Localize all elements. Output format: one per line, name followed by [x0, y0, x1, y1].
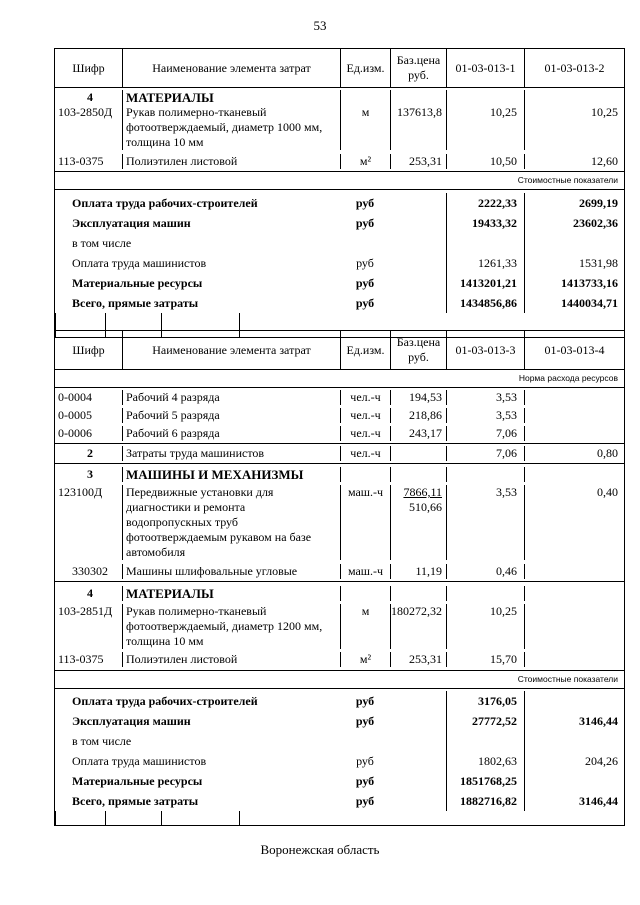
row-code: 103-2851Д: [58, 604, 113, 618]
summary-value-2: 23602,36: [524, 213, 624, 233]
row-code: 0-0004: [58, 390, 92, 404]
footer-region: Воронежская область: [260, 842, 380, 857]
row-value-1: 10,25: [446, 604, 524, 649]
row-unit: чел.-ч: [340, 446, 390, 461]
section-number: 3: [87, 467, 93, 481]
row-price: 194,53: [390, 390, 446, 405]
header-price: Баз.цена руб.: [390, 49, 446, 87]
summary-value-1: 1261,33: [446, 253, 524, 273]
row-code: 113-0375: [58, 154, 104, 168]
summary-unit: руб: [355, 774, 375, 788]
row-name: Передвижные установки для диагностики и ремонта водопропускных труб фотоотверждаемым рукавом на базе автомобиля: [122, 485, 340, 560]
row-name: Полиэтилен листовой: [122, 652, 340, 667]
summary-label: Всего, прямые затраты: [72, 296, 199, 310]
row-price: [390, 446, 446, 461]
summary-row: [55, 213, 624, 233]
row-code: 0-0006: [58, 426, 92, 440]
summary-label: Оплата труда рабочих-строителей: [72, 694, 258, 708]
row-value-1: 15,70: [446, 652, 524, 667]
row-code: 330302: [72, 564, 108, 578]
summary-label: Оплата труда машинистов: [72, 754, 207, 768]
header-col-3: 01-03-013-3: [446, 331, 524, 369]
section-row: [55, 463, 624, 482]
row-value-2: [524, 652, 624, 667]
header-unit: Ед.изм.: [340, 49, 390, 87]
workers-block: [55, 387, 624, 443]
section-number: 4: [87, 586, 93, 600]
cost-table-2: [54, 330, 625, 826]
summary-value-2: 1440034,71: [524, 293, 624, 313]
summary-row: [55, 751, 624, 771]
section-title: МАТЕРИАЛЫ: [122, 586, 340, 601]
cost-table-1: [54, 48, 625, 338]
summary-value-1: 19433,32: [446, 213, 524, 233]
summary-block: [55, 688, 624, 825]
header-col-2: 01-03-013-2: [524, 49, 624, 87]
row-code: 0-0005: [58, 408, 92, 422]
summary-unit: руб: [355, 196, 375, 210]
row-value-1: 10,25: [446, 105, 524, 150]
cost-indicators-label: Стоимостные показатели: [55, 171, 624, 189]
summary-label: Материальные ресурсы: [72, 774, 203, 788]
summary-value-2: 3146,44: [524, 711, 624, 731]
summary-label: Эксплуатация машин: [72, 714, 191, 728]
row-value-1: 10,50: [446, 154, 524, 169]
row-unit: м: [340, 604, 390, 649]
row-unit: м: [340, 105, 390, 150]
summary-row: [55, 273, 624, 293]
summary-row: [55, 791, 624, 811]
section-row: [55, 581, 624, 601]
table-row: [55, 151, 624, 171]
summary-unit: руб: [356, 754, 374, 768]
summary-label: в том числе: [72, 734, 132, 748]
row-value-1: 7,06: [446, 426, 524, 441]
summary-row: [55, 691, 624, 711]
section-number: 4: [87, 90, 93, 104]
section-row: [55, 87, 624, 105]
summary-value-2: [524, 771, 624, 791]
row-unit: м²: [340, 652, 390, 667]
row-unit: чел.-ч: [340, 408, 390, 423]
row-name: Рабочий 5 разряда: [122, 408, 340, 423]
summary-row: [55, 711, 624, 731]
row-name: Машины шлифовальные угловые: [122, 564, 340, 579]
summary-value-2: 204,26: [524, 751, 624, 771]
row-value-2: 12,60: [524, 154, 624, 169]
summary-row: [55, 293, 624, 313]
table-header: [55, 331, 624, 369]
table-row: [55, 443, 624, 463]
row-unit: маш.-ч: [340, 485, 390, 560]
row-name: Рабочий 6 разряда: [122, 426, 340, 441]
resource-norm-label: Норма расхода ресурсов: [55, 369, 624, 387]
summary-row: [55, 193, 624, 213]
summary-label: Эксплуатация машин: [72, 216, 191, 230]
summary-unit: руб: [355, 216, 375, 230]
table-row: [55, 105, 624, 151]
table-row: [55, 423, 624, 443]
cost-indicators-label: Стоимостные показатели: [55, 670, 624, 688]
row-code: 123100Д: [58, 485, 103, 499]
row-name: Рукав полимерно-тканевый фотоотверждаемый, диаметр 1200 мм, толщина 10 мм: [122, 604, 340, 649]
row-price: 243,17: [390, 426, 446, 441]
row-name: Рукав полимерно-тканевый фотоотверждаемый, диаметр 1000 мм, толщина 10 мм: [122, 105, 340, 150]
row-unit: маш.-ч: [340, 564, 390, 579]
header-name: Наименование элемента затрат: [122, 49, 340, 87]
row-price: 218,86: [390, 408, 446, 423]
row-code: 103-2850Д: [58, 105, 113, 119]
summary-value-1: 2222,33: [446, 193, 524, 213]
header-unit: Ед.изм.: [340, 331, 390, 369]
summary-value-2: 1413733,16: [524, 273, 624, 293]
summary-value-1: 1413201,21: [446, 273, 524, 293]
row-value-2: 0,40: [524, 485, 624, 560]
summary-row: [55, 731, 624, 751]
table-row: [55, 482, 624, 560]
row-code: 2: [87, 446, 93, 460]
summary-label: Материальные ресурсы: [72, 276, 203, 290]
summary-value-1: 1434856,86: [446, 293, 524, 313]
summary-label: в том числе: [72, 236, 132, 250]
row-value-1: 3,53: [446, 390, 524, 405]
row-value-2: 0,80: [524, 446, 624, 461]
summary-label: Всего, прямые затраты: [72, 794, 199, 808]
row-value-2: [524, 564, 624, 579]
row-price: 137613,8: [390, 105, 446, 150]
section-title: МАШИНЫ И МЕХАНИЗМЫ: [122, 467, 340, 482]
row-price: 253,31: [390, 154, 446, 169]
page-number: 53: [313, 18, 327, 33]
summary-value-1: 27772,52: [446, 711, 524, 731]
summary-value-2: 2699,19: [524, 193, 624, 213]
row-value-1: 0,46: [446, 564, 524, 579]
header-name: Наименование элемента затрат: [122, 331, 340, 369]
summary-block: [55, 189, 624, 337]
row-price: 253,31: [390, 652, 446, 667]
table-header: [55, 49, 624, 87]
summary-unit: руб: [355, 276, 375, 290]
summary-value-2: 3146,44: [524, 791, 624, 811]
summary-unit: руб: [355, 296, 375, 310]
summary-unit: руб: [355, 794, 375, 808]
row-value-1: 3,53: [446, 485, 524, 560]
summary-unit: руб: [355, 714, 375, 728]
summary-value-2: 1531,98: [524, 253, 624, 273]
summary-unit: руб: [356, 256, 374, 270]
row-value-2: [524, 390, 624, 405]
row-unit: чел.-ч: [340, 426, 390, 441]
row-name: Затраты труда машинистов: [122, 446, 340, 461]
row-name: Полиэтилен листовой: [122, 154, 340, 169]
summary-value-1: 1882716,82: [446, 791, 524, 811]
header-col-4: 01-03-013-4: [524, 331, 624, 369]
summary-row: [55, 233, 624, 253]
row-unit: чел.-ч: [340, 390, 390, 405]
section-title: МАТЕРИАЛЫ: [122, 90, 340, 105]
table-row: [55, 601, 624, 649]
row-value-1: 7,06: [446, 446, 524, 461]
row-unit: м²: [340, 154, 390, 169]
row-value-2: [524, 426, 624, 441]
header-code: Шифр: [72, 60, 105, 75]
row-name: Рабочий 4 разряда: [122, 390, 340, 405]
summary-value-1: 3176,05: [446, 691, 524, 711]
summary-row: [55, 771, 624, 791]
summary-unit: руб: [355, 694, 375, 708]
summary-row: [55, 253, 624, 273]
table-row: [55, 560, 624, 581]
row-value-1: 3,53: [446, 408, 524, 423]
header-col-1: 01-03-013-1: [446, 49, 524, 87]
header-price: Баз.цена руб.: [390, 331, 446, 369]
table-row: [55, 388, 624, 405]
row-price: 11,19: [390, 564, 446, 579]
row-value-2: [524, 408, 624, 423]
header-code: Шифр: [72, 342, 105, 357]
row-price: 7866,11 510,66: [390, 485, 446, 560]
summary-label: Оплата труда машинистов: [72, 256, 207, 270]
summary-label: Оплата труда рабочих-строителей: [72, 196, 258, 210]
row-code: 113-0375: [58, 652, 104, 666]
table-row: [55, 405, 624, 423]
table-row: [55, 649, 624, 670]
summary-value-2: [524, 691, 624, 711]
row-value-2: 10,25: [524, 105, 624, 150]
row-price: 180272,32: [390, 604, 446, 649]
summary-value-1: 1802,63: [446, 751, 524, 771]
summary-value-1: 1851768,25: [446, 771, 524, 791]
row-value-2: [524, 604, 624, 649]
